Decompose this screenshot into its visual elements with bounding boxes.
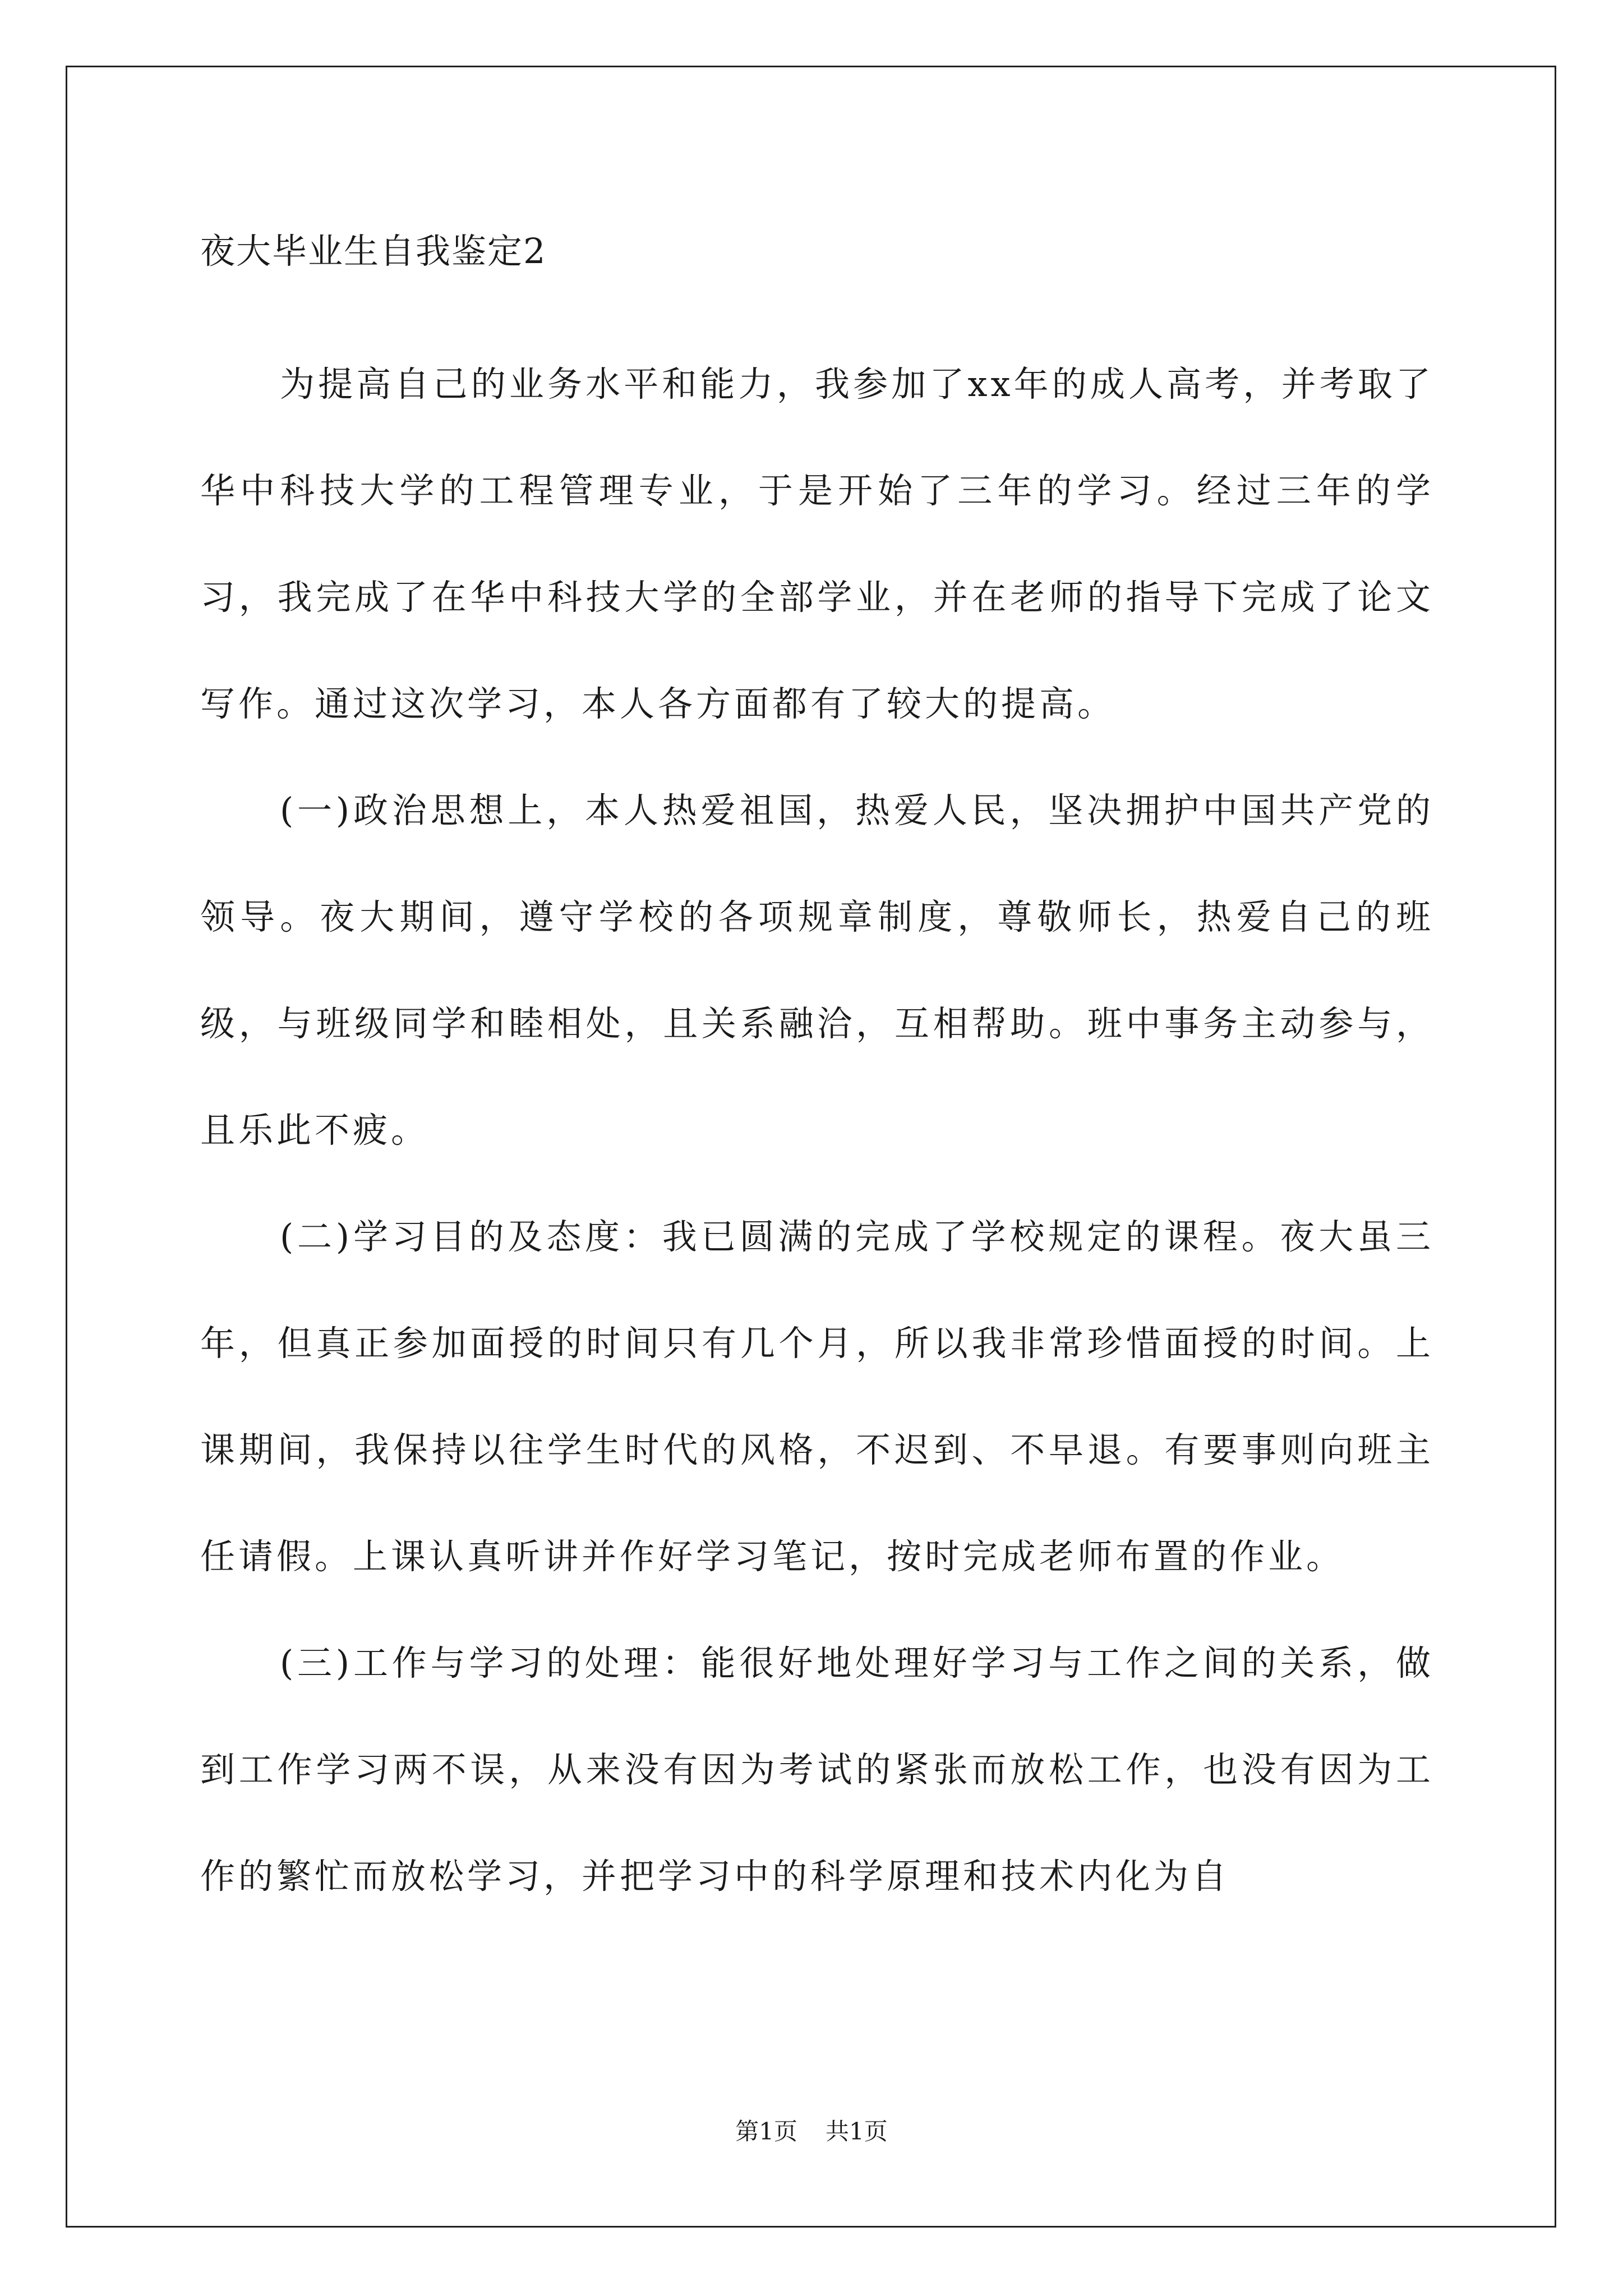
page-footer [0, 2115, 1623, 2148]
paragraph-political-thought: (一)政治思想上，本人热爱祖国，热爱人民，坚决拥护中国共产党的领导。夜大期间，遵守学校的各项规章制度，尊敬师长，热爱自己的班级，与班级同学和睦相处，且关系融洽，互相帮助。班中事务主动参与，且乐此不疲。 [200, 790, 1434, 1151]
paragraph-work-and-study: (三)工作与学习的处理：能很好地处理好学习与工作之间的关系，做到工作学习两不误，从来没有因为考试的紧张而放松工作，也没有因为工作的繁忙而放松学习，并把学习中的科学原理和技术内化为自 [200, 1642, 1434, 1897]
paragraph-intro: 为提高自己的业务水平和能力，我参加了xx年的成人高考，并考取了华中科技大学的工程管理专业，于是开始了三年的学习。经过三年的学习，我完成了在华中科技大学的全部学业，并在老师的指导下完成了论文写作。通过这次学习，本人各方面都有了较大的提高。 [200, 364, 1434, 724]
document-body [200, 224, 1434, 1930]
title-block [200, 224, 1434, 331]
page-total: 共1页 [826, 2118, 888, 2145]
document-title: 夜大毕业生自我鉴定2 [200, 231, 547, 272]
paragraph-study-attitude: (二)学习目的及态度：我已圆满的完成了学校规定的课程。夜大虽三年，但真正参加面授的时间只有几个月，所以我非常珍惜面授的时间。上课期间，我保持以往学生时代的风格，不迟到、不早退。有要事则向班主任请假。上课认真听讲并作好学习笔记，按时完成老师布置的作业。 [200, 1216, 1434, 1577]
page-number: 第1页 [735, 2118, 797, 2145]
